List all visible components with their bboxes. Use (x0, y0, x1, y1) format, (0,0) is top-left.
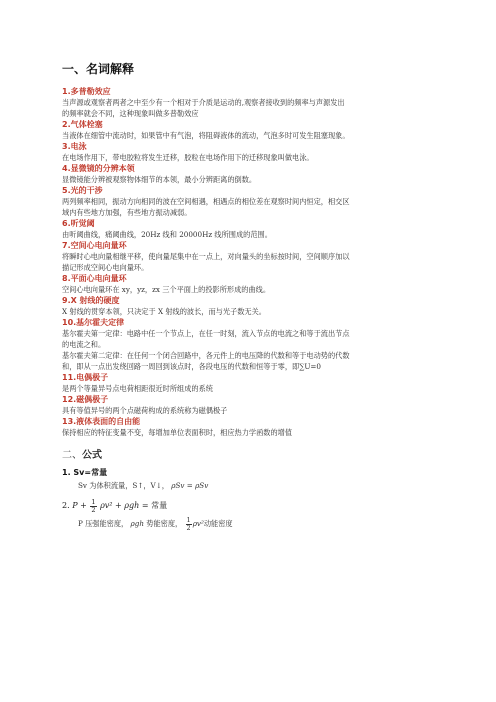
glossary-term: 3.电泳 (62, 142, 87, 151)
formula-2-desc-kinetic: 动能密度 (203, 519, 233, 528)
glossary-entry (62, 86, 454, 119)
glossary-term: 7.空间心电向量环 (62, 241, 127, 250)
formula-1 (62, 467, 454, 492)
formula-2 (62, 496, 454, 532)
glossary-term: 2.气体栓塞 (62, 120, 103, 129)
fraction-numerator: 1 (91, 497, 96, 506)
section-heading-formulas (62, 446, 454, 461)
formula-1-eq-right: ρSv (195, 481, 209, 490)
glossary-definition-line: 描记形成空间心电向量环。 (62, 263, 149, 272)
glossary-entry (62, 163, 454, 185)
document-content (62, 60, 454, 532)
glossary-entry (62, 141, 454, 163)
fraction-denominator: 2 (91, 505, 96, 514)
glossary-term: 1.多普勒效应 (62, 87, 111, 96)
glossary-definition-line: 当液体在细管中流动时，如果管中有气泡，将阻碍液体的流动，气泡多时可发生阻塞现象。 (62, 131, 350, 140)
formula-2-plus-1: + (80, 501, 87, 510)
formula-1-description (62, 479, 454, 492)
fraction-numerator: 1 (186, 515, 191, 524)
glossary-term: 8.平面心电向量环 (62, 274, 127, 283)
formula-2-pressure: P (72, 501, 78, 510)
formula-2-desc-kinetic-term: ρv² (192, 519, 204, 528)
glossary-definition-line: 保持相应的特征变量不变，每增加单位表面积时，相应热力学函数的增值 (62, 428, 293, 437)
glossary-definition-line: X 射线的贯穿本领，只决定于 X 射线的波长，而与光子数无关。 (62, 307, 266, 316)
glossary-entry (62, 240, 454, 273)
glossary-entry (62, 416, 454, 438)
formula-1-eq-left: ρSv (171, 481, 185, 490)
glossary-entry (62, 185, 454, 218)
glossary-entry (62, 394, 454, 416)
formula-2-desc-half-fraction (186, 517, 192, 532)
glossary-term: 4.显微镜的分辨本领 (62, 164, 135, 173)
formula-1-eq-sign: = (186, 481, 193, 490)
glossary-definition-line: 基尔霍夫第二定律：在任何一个闭合回路中，各元件上的电压降的代数和等于电动势的代数 (62, 351, 350, 360)
formula-2-desc-pressure: P 压强能密度， (78, 519, 129, 528)
glossary-term: 10.基尔霍夫定律 (62, 318, 125, 327)
formula-2-desc-potential: 势能密度， (144, 519, 183, 528)
formula-1-title: 1. Sv=常量 (62, 468, 108, 477)
formula-2-half-fraction (90, 499, 96, 514)
glossary-definition-line: 空间心电向量环在 xy，yz，zx 三个平面上的投影所形成的曲线。 (62, 285, 271, 294)
section-number: 二、 (62, 450, 82, 461)
formula-2-plus-2: + (115, 501, 122, 510)
formula-2-equation (62, 496, 454, 516)
glossary-definition-line: 域内有些地方加强，有些地方振动减弱。 (62, 208, 192, 217)
glossary-definition-line: 在电场作用下，带电胶粒将发生迁移，胶粒在电场作用下的迁移现象叫做电泳。 (62, 153, 314, 162)
glossary-definition-line: 的频率就会不同，这种现象叫做多普勒效应 (62, 109, 199, 118)
glossary-definition-line: 将瞬时心电向量相继平移，使向量尾集中在一点上，对向量头的坐标按时间，空间顺序加以 (62, 252, 350, 261)
glossary-definition-line: 基尔霍夫第一定律：电路中任一个节点上，在任一时刻，流入节点的电流之和等于流出节点 (62, 329, 350, 338)
formula-2-description (62, 516, 454, 532)
glossary-definition-line: 和，即从一点出发绕回路一周回到该点时，各段电压的代数和恒等于零，即∑U=0 (62, 362, 321, 371)
glossary-entry (62, 273, 454, 295)
glossary-term: 5.光的干涉 (62, 186, 103, 195)
glossary-term: 12.磁偶极子 (62, 395, 109, 404)
glossary-term: 11.电偶极子 (62, 373, 109, 382)
glossary-definition-line: 的电流之和。 (62, 340, 106, 349)
glossary-entry (62, 218, 454, 240)
formula-2-equals: = (141, 501, 149, 510)
formula-2-number: 2. (62, 501, 70, 510)
formula-2-desc-potential-term: ρgh (130, 519, 145, 528)
glossary-entry (62, 119, 454, 141)
glossary-entry (62, 372, 454, 394)
glossary-entry (62, 317, 454, 372)
glossary-definition-line: 是两个等量异号点电荷相距很近时所组成的系统 (62, 384, 213, 393)
formula-1-desc-text: Sv 为体积流量，S↑，V↓， (78, 481, 169, 490)
glossary-entry (62, 295, 454, 317)
glossary-definition-line: 显微镜能分辨被观察物体细节的本领，最小分辨距离的倒数。 (62, 175, 257, 184)
glossary-definition-line: 当声源或观察者两者之中至少有一个相对于介质是运动的,观察者接收到的频率与声源发出 (62, 98, 345, 107)
fraction-denominator: 2 (186, 523, 191, 532)
glossary-definition-line: 由听阈曲线，痛阈曲线，20Hz 线和 20000Hz 线所围成的范围。 (62, 230, 272, 239)
glossary-definition-line: 两列频率相同，振动方向相同的波在空间相遇，相遇点的相位差在观察时间内恒定，相交区 (62, 197, 350, 206)
formula-2-kinetic-term: ρv² (100, 501, 113, 510)
glossary-list (62, 86, 454, 438)
section-title: 公式 (82, 450, 102, 461)
formula-2-constant: 常量 (151, 501, 168, 510)
glossary-term: 9.X 射线的硬度 (62, 296, 120, 305)
section-heading-glossary: 一、名词解释 (62, 62, 135, 76)
glossary-definition-line: 具有等值异号的两个点磁荷构成的系统称为磁偶极子 (62, 406, 228, 415)
glossary-term: 6.听觉阈 (62, 219, 95, 228)
formula-2-potential-term: ρgh (124, 501, 140, 510)
glossary-term: 13.液体表面的自由能 (62, 417, 141, 426)
